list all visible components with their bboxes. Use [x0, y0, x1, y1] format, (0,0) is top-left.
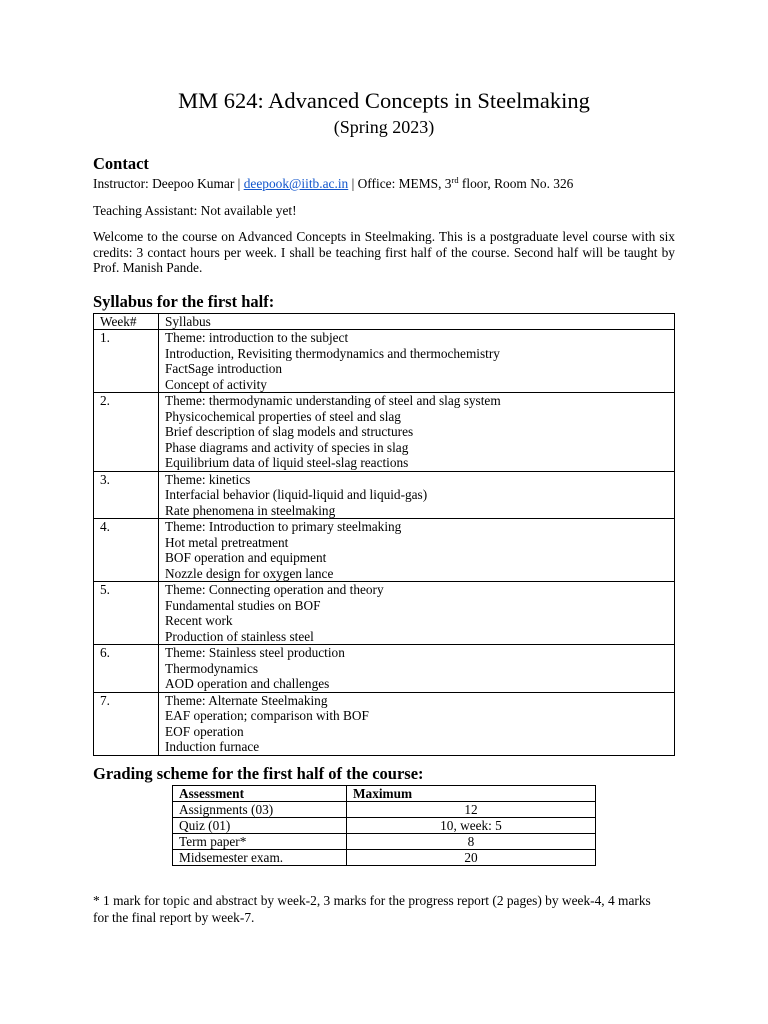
syllabus-topic: Fundamental studies on BOF	[165, 597, 321, 613]
syllabus-topics	[159, 471, 675, 519]
syllabus-row	[94, 645, 675, 693]
syllabus-topic: Nozzle design for oxygen lance	[165, 565, 334, 581]
office-prefix: | Office: MEMS, 3	[348, 176, 452, 191]
grading-row	[173, 850, 596, 866]
course-title: MM 624: Advanced Concepts in Steelmaking	[178, 88, 590, 113]
syllabus-rows	[94, 330, 675, 756]
syllabus-topic: Equilibrium data of liquid steel-slag reactions	[165, 455, 409, 470]
assessment-name: Assignments (03)	[173, 802, 347, 818]
syllabus-topic: EAF operation; comparison with BOF	[165, 708, 369, 723]
assessment-name: Midsemester exam.	[173, 850, 347, 866]
syllabus-topics	[159, 393, 675, 472]
grading-heading: Grading scheme for the first half of the course:	[93, 764, 424, 783]
grading-table	[172, 785, 596, 866]
office-room: floor, Room No. 326	[458, 176, 574, 191]
syllabus-topic: Rate phenomena in steelmaking	[165, 502, 336, 518]
instructor-line	[93, 176, 675, 192]
syllabus-row	[94, 393, 675, 472]
week-number: 5.	[94, 582, 159, 645]
syllabus-topic: Brief description of slag models and structures	[165, 424, 414, 439]
syllabus-theme: Theme: thermodynamic understanding of steel and slag system	[165, 393, 501, 408]
week-number: 6.	[94, 645, 159, 693]
assessment-maximum: 8	[347, 834, 596, 850]
syllabus-topic: AOD operation and challenges	[165, 676, 330, 691]
syllabus-topic: Concept of activity	[165, 376, 267, 392]
assessment-name: Quiz (01)	[173, 818, 347, 834]
syllabus-column-header: Syllabus	[159, 314, 675, 330]
syllabus-theme: Theme: introduction to the subject	[165, 330, 349, 345]
syllabus-table	[93, 313, 675, 756]
syllabus-topic: Hot metal pretreatment	[165, 534, 289, 550]
syllabus-topic: Thermodynamics	[165, 660, 259, 676]
syllabus-row	[94, 582, 675, 645]
syllabus-theme: Theme: Introduction to primary steelmaking	[165, 519, 402, 534]
instructor-name: Instructor: Deepoo Kumar |	[93, 176, 244, 191]
grading-row	[173, 802, 596, 818]
syllabus-topic: Phase diagrams and activity of species in slag	[165, 439, 409, 455]
syllabus-header-row	[94, 314, 675, 330]
syllabus-topics	[159, 519, 675, 582]
syllabus-heading: Syllabus for the first half:	[93, 292, 275, 311]
contact-heading: Contact	[93, 154, 149, 173]
week-number: 1.	[94, 330, 159, 393]
grading-rows	[173, 802, 596, 866]
assessment-maximum: 20	[347, 850, 596, 866]
grading-row	[173, 818, 596, 834]
syllabus-theme: Theme: Stainless steel production	[165, 645, 345, 660]
syllabus-topic: FactSage introduction	[165, 361, 283, 376]
syllabus-topic: Induction furnace	[165, 739, 260, 754]
welcome-paragraph: Welcome to the course on Advanced Concepts in Steelmaking. This is a postgraduate level course with six credits: 3 contact hours per week. I shall be teaching first half of the course. Second half will be taught by Prof. Manish Pande.	[93, 229, 675, 276]
syllabus-theme: Theme: Connecting operation and theory	[165, 582, 384, 597]
week-number: 3.	[94, 471, 159, 519]
syllabus-topic: Interfacial behavior (liquid-liquid and liquid-gas)	[165, 487, 428, 502]
assessment-maximum: 10, week: 5	[347, 818, 596, 834]
term-paper-footnote: * 1 mark for topic and abstract by week-2, 3 marks for the progress report (2 pages) by week-4, 4 marks for the final report by week-7.	[93, 893, 651, 925]
syllabus-row	[94, 692, 675, 755]
instructor-email-link[interactable]: deepook@iitb.ac.in	[243, 176, 349, 191]
syllabus-topics	[159, 692, 675, 755]
syllabus-topic: Introduction, Revisiting thermodynamics and thermochemistry	[165, 345, 500, 361]
course-term: (Spring 2023)	[333, 117, 435, 137]
syllabus-topic: BOF operation and equipment	[165, 550, 327, 565]
syllabus-topics	[159, 582, 675, 645]
syllabus-row	[94, 519, 675, 582]
assessment-maximum: 12	[347, 802, 596, 818]
syllabus-row	[94, 330, 675, 393]
syllabus-topic: Production of stainless steel	[165, 628, 314, 644]
week-column-header: Week#	[94, 314, 159, 330]
assessment-name: Term paper*	[173, 834, 347, 850]
syllabus-topics	[159, 330, 675, 393]
office-floor-suffix: rd	[451, 175, 459, 185]
week-number: 2.	[94, 393, 159, 472]
syllabus-row	[94, 471, 675, 519]
syllabus-topics	[159, 645, 675, 693]
week-number: 7.	[94, 692, 159, 755]
syllabus-theme: Theme: kinetics	[165, 471, 251, 487]
maximum-column-header: Maximum	[347, 786, 596, 802]
assessment-column-header: Assessment	[173, 786, 347, 802]
grading-header-row	[173, 786, 596, 802]
syllabus-topic: Recent work	[165, 613, 233, 628]
syllabus-theme: Theme: Alternate Steelmaking	[165, 692, 328, 708]
week-number: 4.	[94, 519, 159, 582]
teaching-assistant-line: Teaching Assistant: Not available yet!	[93, 203, 297, 218]
syllabus-topic: Physicochemical properties of steel and slag	[165, 408, 401, 424]
syllabus-topic: EOF operation	[165, 723, 244, 739]
grading-row	[173, 834, 596, 850]
